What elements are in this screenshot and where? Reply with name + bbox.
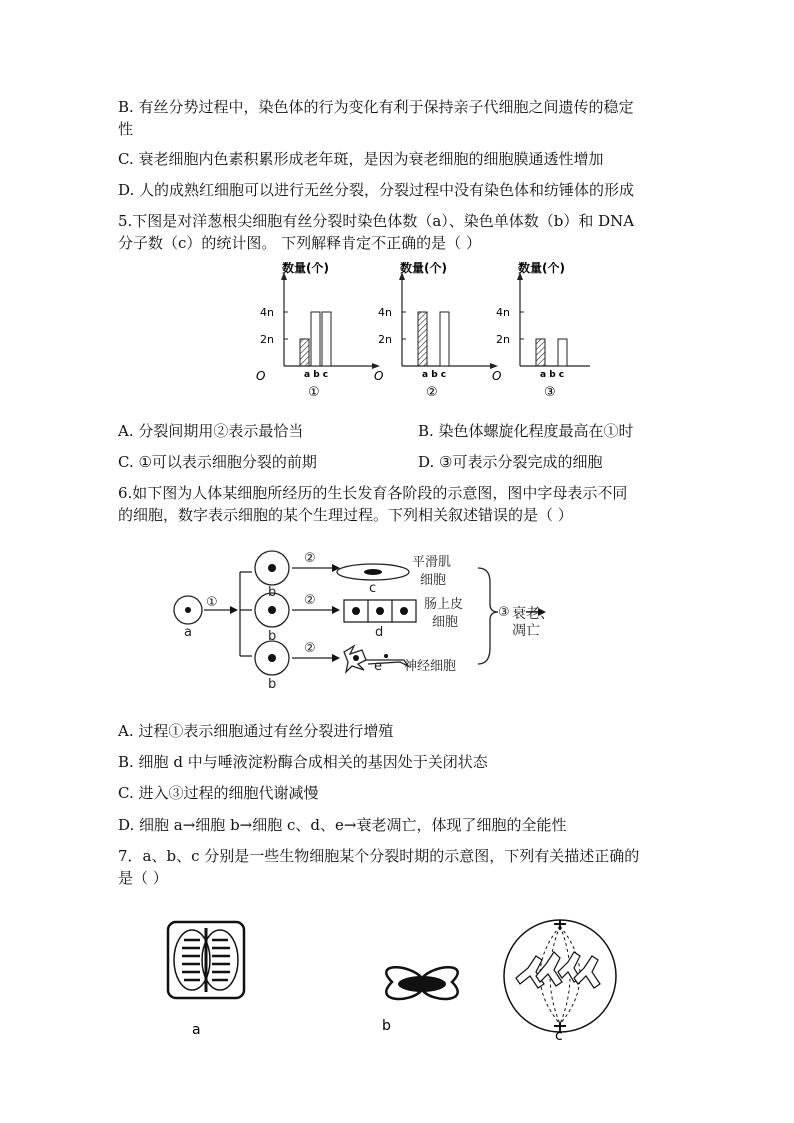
q5-stem-line1: 5.下图是对洋葱根尖细胞有丝分裂时染色体数（a）、染色单体数（b）和 DNA bbox=[118, 212, 635, 230]
q5-option-d: D. ③可表示分裂完成的细胞 bbox=[418, 453, 603, 471]
q4-option-b-line2: 性 bbox=[118, 120, 134, 138]
q4-option-b-line1: B. 有丝分势过程中，染色体的行为变化有利于保持亲子代细胞之间遗传的稳定 bbox=[118, 98, 634, 116]
process-2-label-mid: ② bbox=[304, 593, 316, 608]
nerve-cell-text: 神经细胞 bbox=[404, 659, 457, 674]
bar-1-b bbox=[311, 312, 320, 366]
q5-stem-line2: 分子数（c）的统计图。 下列解释肯定不正确的是（ ） bbox=[118, 234, 481, 252]
panel-label-2: ② bbox=[426, 385, 438, 400]
label-d: d bbox=[375, 625, 384, 640]
origin-1: O bbox=[256, 369, 266, 383]
q7-stem-line2: 是（ ） bbox=[118, 869, 168, 887]
bar-1-a bbox=[300, 339, 309, 366]
q5-option-c: C. ①可以表示细胞分裂的前期 bbox=[118, 453, 317, 471]
q6-stem-line2: 的细胞，数字表示细胞的某个生理过程。下列相关叙述错误的是（ ） bbox=[118, 506, 573, 524]
x-categories-1: a b c bbox=[304, 370, 329, 380]
figure-a-label: a bbox=[192, 1022, 201, 1038]
q7-stem-line1: 7．a、b、c 分别是一些生物细胞某个分裂时期的示意图，下列有关描述正确的 bbox=[118, 847, 640, 865]
epithelial-text-2: 细胞 bbox=[432, 615, 459, 630]
label-c: c bbox=[369, 581, 377, 596]
process-2-label-top: ② bbox=[304, 551, 316, 566]
q6-stem-line1: 6.如下图为人体某细胞所经历的生长发育各阶段的示意图，图中字母表示不同 bbox=[118, 484, 628, 502]
q4-option-c: C. 衰老细胞内色素积累形成老年斑，是因为衰老细胞的细胞膜通透性增加 bbox=[118, 150, 604, 168]
bar-3-a bbox=[536, 339, 545, 366]
label-e: e bbox=[374, 659, 382, 674]
q5-option-a: A. 分裂间期用②表示最恰当 bbox=[118, 422, 304, 440]
tick-4n-2: 4n bbox=[378, 306, 392, 319]
tick-4n-1: 4n bbox=[260, 306, 274, 319]
bar-3-c bbox=[558, 339, 567, 366]
q6-option-a: A. 过程①表示细胞通过有丝分裂进行增殖 bbox=[118, 722, 394, 740]
aging-label-2: 凋亡 bbox=[512, 623, 540, 639]
tick-2n-1: 2n bbox=[260, 333, 274, 346]
figure-b-amitosis-cell bbox=[386, 967, 457, 999]
panel-label-1: ① bbox=[308, 385, 320, 400]
smooth-muscle-text-1: 平滑肌 bbox=[412, 555, 452, 570]
tick-2n-3: 2n bbox=[496, 333, 510, 346]
q5-bar-charts bbox=[250, 262, 590, 402]
y-axis-title-3: 数量(个) bbox=[518, 262, 565, 275]
label-a: a bbox=[184, 625, 192, 640]
q7-cell-division-figures bbox=[160, 912, 640, 1042]
bar-1-c bbox=[322, 312, 331, 366]
label-b-top: b bbox=[268, 585, 277, 600]
q6-cell-development-diagram bbox=[168, 548, 568, 698]
x-categories-2: a b c bbox=[422, 370, 447, 380]
panel-label-3: ③ bbox=[544, 385, 556, 400]
process-1-label: ① bbox=[206, 595, 218, 610]
tick-2n-2: 2n bbox=[378, 333, 392, 346]
figure-b-label: b bbox=[382, 1018, 391, 1034]
x-categories-3: a b c bbox=[540, 370, 565, 380]
bar-2-a bbox=[418, 312, 427, 366]
label-b-mid: b bbox=[268, 629, 277, 644]
process-3-label: ③ bbox=[498, 605, 510, 620]
y-axis-title-2: 数量(个) bbox=[400, 262, 447, 275]
tick-4n-3: 4n bbox=[496, 306, 510, 319]
origin-3: O bbox=[492, 369, 502, 383]
label-b-bottom: b bbox=[268, 677, 277, 692]
q6-option-b: B. 细胞 d 中与唾液淀粉酶合成相关的基因处于关闭状态 bbox=[118, 753, 488, 771]
chart-group bbox=[256, 262, 590, 400]
aging-label-1: 衰老、 bbox=[512, 606, 554, 622]
origin-2: O bbox=[374, 369, 384, 383]
bar-2-c bbox=[440, 312, 449, 366]
q5-option-b: B. 染色体螺旋化程度最高在①时 bbox=[418, 422, 634, 440]
q6-option-d: D. 细胞 a→细胞 b→细胞 c、d、e→衰老凋亡，体现了细胞的全能性 bbox=[118, 816, 567, 834]
process-2-label-bottom: ② bbox=[304, 641, 316, 656]
q4-option-d: D. 人的成熟红细胞可以进行无丝分裂，分裂过程中没有染色体和纺锤体的形成 bbox=[118, 181, 635, 199]
epithelial-text-1: 肠上皮 bbox=[424, 597, 464, 612]
y-axis-title-1: 数量(个) bbox=[282, 262, 329, 275]
figure-a-plant-cell bbox=[168, 922, 244, 998]
smooth-muscle-text-2: 细胞 bbox=[420, 573, 447, 588]
figure-c-label: c bbox=[555, 1028, 563, 1042]
q6-option-c: C. 进入③过程的细胞代谢减慢 bbox=[118, 784, 319, 802]
